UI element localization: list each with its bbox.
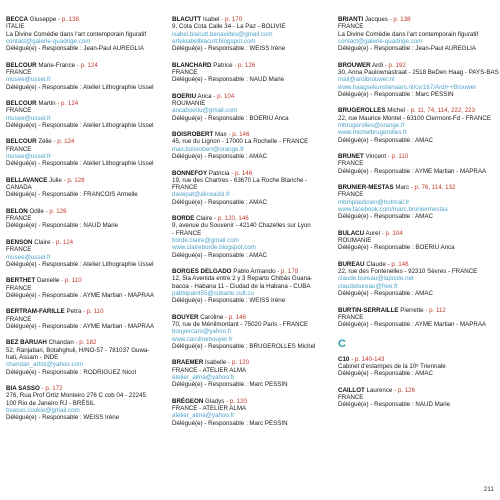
- entry-delegate: Délégué(e) - Responsable : BRUGEROLLES Michel: [172, 343, 316, 350]
- entry-detail: bacoa - Habana 11 - Ciudad de la Habana - CUBA: [172, 282, 311, 290]
- contact-link[interactable]: atelier_alma@yahoo.fr: [172, 374, 235, 382]
- artist-first-name: Julie: [49, 176, 62, 184]
- artist-name: BUREAU: [338, 260, 365, 268]
- entry-detail: FRANCE: [6, 246, 32, 254]
- entry-detail: - FRANCE: [172, 229, 202, 237]
- contact-link[interactable]: isabel.blacutt.benavides@gmail.com: [172, 30, 273, 38]
- contact-link[interactable]: musee@ussel.fr: [6, 114, 51, 122]
- entry-detail: ROUMANIE: [172, 100, 206, 108]
- entry-delegate: Délégué(e) - Responsable : Atelier Lithographie Ussel: [6, 121, 154, 129]
- page-reference: - p. 138: [387, 16, 411, 23]
- artist-entry: [6, 239, 166, 268]
- page-reference: - p. 182: [73, 339, 97, 347]
- entry-heading: [172, 93, 332, 100]
- page-reference: - p. 146: [223, 313, 246, 321]
- page-number: 211: [483, 486, 494, 493]
- section-entries: [338, 356, 498, 409]
- entry-detail: 22, rue Maurice Montel - 63100 Clermont-Fd - FRANCE: [338, 114, 492, 122]
- contact-link[interactable]: musee@ussel.fr: [6, 153, 51, 161]
- entry-detail: FRANCE: [338, 160, 364, 168]
- contact-link[interactable]: www.facebook.com/marc.bruniermestas: [338, 205, 448, 213]
- artist-name: BLANCHARD: [172, 61, 212, 69]
- entry-detail: FRANCE: [338, 393, 364, 401]
- artist-first-name: Pablo Armando: [233, 268, 276, 276]
- entry-heading: [6, 239, 166, 246]
- entry-heading: [6, 308, 166, 315]
- artist-name: BOERIU: [172, 92, 197, 100]
- artist-first-name: Aurel: [365, 229, 380, 237]
- entry-heading: [338, 16, 498, 23]
- contact-link[interactable]: atelier_alma@yahoo.fr: [172, 412, 235, 420]
- artist-name: BRUNET: [338, 153, 364, 161]
- artist-first-name: Anca: [197, 92, 212, 100]
- artist-entry: [338, 62, 498, 98]
- artist-entry: [172, 215, 332, 259]
- artist-entry: [172, 314, 332, 350]
- entry-heading: [338, 387, 498, 394]
- artist-entry: [6, 100, 166, 129]
- artist-first-name: Isabelle: [205, 359, 227, 367]
- page-reference: - p. 124: [75, 61, 98, 69]
- contact-link[interactable]: artelsabelblacutt.blogspot.com: [172, 37, 256, 45]
- entry-detail: Délégué(e) - Responsable : NAUD Marie: [6, 222, 119, 230]
- entry-delegate: Délégué(e) - Responsable : Atelier Lithographie Ussel: [6, 260, 154, 268]
- contact-link[interactable]: chandan_artist@yahoo.com: [6, 361, 84, 369]
- artist-first-name: Patricia: [208, 169, 230, 177]
- artist-first-name: Patrice: [213, 61, 233, 69]
- artist-name: BOISROBERT: [172, 131, 214, 139]
- artist-entry: [6, 16, 166, 52]
- entry-detail: ROUMANIE: [338, 237, 372, 245]
- artist-name: BRUGEROLLES: [338, 107, 386, 115]
- artist-name: BRAEMER: [172, 359, 204, 367]
- artist-entry: [172, 16, 332, 52]
- artist-entry: [338, 307, 498, 329]
- contact-link[interactable]: musee@ussel.fr: [6, 76, 51, 84]
- artist-entry: [338, 107, 498, 143]
- page-reference: - p. 104: [211, 92, 235, 100]
- artist-entry: [338, 387, 498, 409]
- entry-detail: FRANCE: [338, 191, 364, 199]
- artist-first-name: Claire: [196, 215, 213, 223]
- entry-delegate: Délégué(e) - Responsable : AMAC: [172, 153, 267, 161]
- artist-entry: [6, 138, 166, 167]
- entry-delegate: Délégué(e) - Responsable : Atelier Lithographie Ussel: [6, 83, 154, 91]
- artist-name: BORGES DELGADO: [172, 268, 232, 276]
- artist-entry: [338, 16, 498, 52]
- page-reference: - p. 110: [386, 153, 409, 161]
- artist-entry: [338, 184, 498, 220]
- artist-entry: [172, 398, 332, 427]
- page-reference: - p. 178: [275, 268, 299, 276]
- entry-detail: FRANCE: [6, 68, 32, 76]
- artist-name: C10: [338, 355, 350, 363]
- entry-heading: [338, 356, 498, 363]
- column-2: [172, 16, 332, 436]
- artist-entry: [172, 268, 332, 304]
- section-letter: C: [338, 337, 346, 350]
- artist-first-name: Marc: [395, 184, 410, 192]
- artist-entry: [6, 385, 166, 421]
- artist-name: CAILLOT: [338, 386, 365, 394]
- entry-delegate: Délégué(e) - Responsable : Marc PESSIN: [172, 381, 288, 389]
- entry-detail: Délégué(e) - Responsable : NAUD Marie: [172, 76, 285, 84]
- artist-name: BURTIN-SERRAILLE: [338, 306, 399, 314]
- artist-first-name: Ardi: [372, 61, 384, 69]
- artist-entry: [6, 208, 166, 230]
- entry-detail: FRANCE: [6, 145, 32, 153]
- entry-detail: Délégué(e) - Responsable : AYME Martian - MAPRAA: [6, 291, 155, 299]
- entry-detail: FRANCE: [338, 313, 364, 321]
- entry-delegate: Délégué(e) - Responsable : AMAC: [172, 198, 267, 206]
- artist-first-name: Chandan: [48, 339, 74, 347]
- artist-entry: [172, 93, 332, 122]
- entry-delegate: Délégué(e) - Responsable : Jean-Paul AUREGLIA: [338, 45, 476, 53]
- artist-first-name: Caroline: [200, 313, 224, 321]
- entry-detail: Délégué(e) - Responsable : AYME Martian - MAPRAA: [338, 167, 487, 175]
- artist-first-name: Max: [215, 131, 227, 139]
- entry-detail: 100 Rio de Janeiro RJ - BRÉSIL: [6, 399, 95, 407]
- page-reference: - p. 172: [41, 385, 63, 393]
- page-reference: - p. 126: [392, 386, 416, 394]
- artist-entry: [338, 356, 498, 378]
- artist-name: BECCA: [6, 16, 29, 23]
- entry-heading: [172, 398, 332, 405]
- artist-name: BERTRAM-FARILLE: [6, 308, 65, 316]
- page-reference: - p. 138: [56, 16, 79, 23]
- page-reference: - p. 126: [232, 61, 256, 69]
- contact-link[interactable]: contact@galerie-quadrige.com: [6, 37, 91, 45]
- artist-first-name: Zélie: [38, 138, 52, 146]
- page-reference: - p. 11, 74, 114, 222, 223: [405, 107, 476, 115]
- entry-detail: 45, rue du Lignon - 17000 La Rochelle - FRANCE: [172, 138, 309, 146]
- contact-link[interactable]: bouyercaro@yahoo.fr: [172, 328, 232, 336]
- entry-detail: hati, Assam - INDE: [6, 354, 59, 362]
- entry-detail: FRANCE - ATELIER ALMA: [172, 366, 247, 374]
- artist-entry: [6, 177, 166, 199]
- entry-detail: ITALIE: [6, 23, 25, 31]
- artist-first-name: Jacques: [364, 16, 388, 23]
- artist-name: BELLAVANCE: [6, 176, 48, 184]
- entry-heading: [338, 261, 498, 268]
- entry-heading: [338, 107, 498, 114]
- artist-first-name: Martin: [38, 100, 56, 108]
- artist-first-name: Claire: [34, 238, 51, 246]
- artist-entry: [172, 62, 332, 84]
- entry-detail: Délégué(e) - Responsable : FRANCOIS Armelle: [6, 191, 138, 199]
- artist-name: BERTHET: [6, 277, 36, 285]
- contact-link[interactable]: claude.bureau@laposte.net: [338, 275, 414, 283]
- artist-first-name: Marie-France: [38, 61, 76, 69]
- artist-name: BULACU: [338, 229, 365, 237]
- artist-first-name: Michel: [387, 107, 406, 115]
- artist-name: BRÉGEON: [172, 397, 204, 405]
- artist-name: BOUYER: [172, 313, 199, 321]
- artist-name: BONNEFOY: [172, 169, 208, 177]
- artist-name: BENSON: [6, 238, 33, 246]
- artist-first-name: Odile: [29, 207, 44, 215]
- entry-heading: [6, 339, 166, 346]
- artist-entry: [338, 261, 498, 297]
- entry-delegate: Délégué(e) - Responsable : Jean-Paul AUREGLIA: [6, 45, 144, 53]
- artist-entry: [172, 131, 332, 160]
- contact-link[interactable]: pablopaint55@cubarte.cult.cu: [172, 290, 254, 298]
- contact-link[interactable]: musee@ussel.fr: [6, 253, 51, 261]
- entry-detail: FRANCE: [6, 107, 32, 115]
- artist-first-name: Claude: [366, 260, 386, 268]
- contact-link[interactable]: mbrugerolles@orange.fr: [338, 121, 405, 129]
- contact-link[interactable]: www.michelbrugerolles.fr: [338, 129, 407, 137]
- entry-delegate: Délégué(e) - Responsable : WEISS Irène: [6, 414, 120, 422]
- entry-detail: FRANCE: [172, 68, 198, 76]
- entry-detail: Délégué(e) - Responsable : BOERIU Anca: [338, 244, 455, 252]
- entry-delegate: Délégué(e) - Responsable : WEISS Irène: [172, 45, 286, 53]
- entry-detail: Délégué(e) - Responsable : AMAC: [338, 370, 433, 378]
- entry-detail: 22, rue des Fontenelles - 92310 Sèvres - FRANCE: [338, 268, 478, 276]
- contact-link[interactable]: max.boisrobert@orange.fr: [172, 145, 244, 153]
- page-reference: - p. 120: [226, 359, 250, 367]
- page-reference: - p. 146: [226, 131, 250, 139]
- entry-heading: [172, 131, 332, 138]
- artist-name: BELCOUR: [6, 138, 37, 146]
- entry-heading: [6, 208, 166, 215]
- contact-link[interactable]: borde.claire@gmail.com: [172, 237, 239, 245]
- entry-detail: 52, Ranjabari, Botahghuli, H/NO-57 - 781037 Guwa-: [6, 346, 150, 354]
- entry-heading: [172, 268, 332, 275]
- entry-delegate: Délégué(e) - Responsable : Marc PESSIN: [338, 90, 454, 98]
- entry-delegate: Délégué(e) - Responsable : RODRIGUEZ Nicol: [6, 368, 136, 376]
- contact-link[interactable]: bsasso.cookie@gmail.com: [6, 407, 80, 415]
- artist-entry: [6, 308, 166, 330]
- entry-heading: [172, 314, 332, 321]
- artist-entry: [338, 230, 498, 252]
- page-reference: - p. 124: [55, 100, 79, 108]
- artist-first-name: Giuseppe: [29, 16, 57, 23]
- page-reference: - p. 140-143: [351, 355, 385, 363]
- entry-heading: [6, 100, 166, 107]
- entry-detail: FRANCE: [6, 315, 32, 323]
- entry-delegate: Délégué(e) - Responsable : AMAC: [338, 290, 433, 298]
- entry-detail: 19, rue des Chartres - 63670 La Roche Blanche -: [172, 176, 308, 184]
- entry-heading: [172, 215, 332, 222]
- page-reference: - p. 124: [50, 238, 74, 246]
- artist-name: BELCOUR: [6, 100, 37, 108]
- entry-detail: La Divine Comédie dans l'art contemporain figuratif: [338, 30, 479, 38]
- entry-heading: [338, 230, 498, 237]
- artist-entry: [6, 339, 166, 375]
- entry-delegate: Délégué(e) - Responsable : AMAC: [338, 213, 433, 221]
- artist-first-name: Vincent: [365, 153, 387, 161]
- entry-delegate: Délégué(e) - Responsable : WEISS Irène: [172, 297, 286, 305]
- entry-detail: Délégué(e) - Responsable : AYME Martian - MAPRAA: [6, 323, 155, 330]
- artist-name: BEZ BARUAH: [6, 339, 47, 347]
- column-3: [338, 16, 498, 418]
- page-reference: - p. 170: [219, 16, 243, 23]
- entry-heading: [172, 170, 332, 177]
- section-c: [338, 338, 498, 409]
- contact-link[interactable]: www.claireborde.blogspot.com: [172, 244, 256, 252]
- entry-heading: [6, 138, 166, 145]
- artist-first-name: Isabel: [202, 16, 220, 23]
- entry-detail: FRANCE: [6, 284, 32, 292]
- page-reference: - p. 192: [383, 61, 406, 69]
- entry-detail: 9, Cota Cota Calle 34 - La Paz - BOLIVIE: [172, 23, 286, 31]
- entry-delegate: Délégué(e) - Responsable : Marc PESSIN: [172, 419, 288, 427]
- page-reference: - p. 148: [385, 260, 409, 268]
- contact-link[interactable]: contact@galerie-quadrige.com: [338, 37, 423, 45]
- artist-first-name: Gladys: [205, 397, 225, 405]
- entry-heading: [172, 359, 332, 366]
- page-reference: - p. 110: [59, 277, 82, 285]
- page-reference: - p. 146: [229, 169, 253, 177]
- entry-heading: [338, 62, 498, 69]
- entry-detail: 12, 5ta Avenida entre 2 y 3 Reparto Chibás Guana-: [172, 275, 313, 283]
- entry-heading: [6, 277, 166, 284]
- artist-name: BELON: [6, 207, 28, 215]
- entry-detail: 9, avenue du Souvenir - 42140 Chazelles sur Lyon: [172, 222, 311, 230]
- page-reference: - p. 110: [81, 308, 104, 316]
- page-reference: - p. 112: [423, 306, 446, 314]
- page-reference: - p. 120, 146: [212, 215, 249, 223]
- column-1: [6, 16, 166, 431]
- entry-detail: 30, Anna Paulownastraat - 2518 BeDen Haag - PAYS-BAS: [338, 68, 499, 76]
- artist-name: BORDE: [172, 215, 195, 223]
- page-reference: - p. 128: [61, 176, 85, 184]
- artist-entry: [172, 359, 332, 388]
- contact-link[interactable]: ancaboeriu@gmail.com: [172, 107, 238, 115]
- contact-link[interactable]: www.haagsekunstenaars.nl/cv/167/Ardi++Brouwer: [338, 83, 477, 91]
- artist-name: BELCOUR: [6, 61, 37, 69]
- page-reference: - p. 104: [379, 229, 403, 237]
- artist-name: BRIANTI: [338, 16, 364, 23]
- artist-first-name: Pierrette: [400, 306, 424, 314]
- artist-first-name: Laurence: [366, 386, 393, 394]
- entry-delegate: Délégué(e) - Responsable : AMAC: [172, 251, 267, 259]
- artist-name: BROUWER: [338, 61, 371, 69]
- page-reference: - p. 120: [224, 397, 247, 405]
- artist-first-name: Petra: [66, 308, 82, 316]
- entry-detail: 70, rue de Ménilmontant - 75020 Paris - FRANCE: [172, 321, 309, 329]
- entry-delegate: Délégué(e) - Responsable : AMAC: [338, 136, 433, 144]
- entry-detail: FRANCE: [6, 215, 32, 223]
- entry-heading: [338, 184, 498, 191]
- artist-first-name: Danielle: [36, 277, 60, 285]
- artist-entry: [6, 62, 166, 91]
- contact-link[interactable]: www.carolinebouyer.fr: [172, 335, 233, 343]
- entry-detail: La Divine Comédie dans l'art contemporain figuratif: [6, 30, 147, 38]
- entry-detail: CANADA: [6, 184, 32, 192]
- contact-link[interactable]: mbmplasticien@hotmail.fr: [338, 198, 410, 206]
- artist-name: BRUNIER-MESTAS: [338, 184, 394, 192]
- entry-heading: [338, 307, 498, 314]
- entry-detail: FRANCE: [338, 23, 364, 31]
- entry-heading: [6, 16, 166, 23]
- entry-detail: 276, Rua Prof Ortiz Monteiro 276 C cob 04 - 22245: [6, 392, 146, 400]
- artist-entry: [172, 170, 332, 206]
- entry-heading: [6, 177, 166, 184]
- entry-heading: [338, 153, 498, 160]
- entry-heading: [6, 385, 166, 392]
- entry-detail: Délégué(e) - Responsable : NAUD Marie: [338, 401, 451, 409]
- entry-delegate: Délégué(e) - Responsable : BOERIU Anca: [172, 114, 289, 122]
- entry-detail: Cabinet d'estampes de la 10ᵉ Triennale: [338, 362, 446, 370]
- entry-heading: [172, 62, 332, 69]
- entry-detail: FRANCE: [172, 184, 198, 192]
- contact-link[interactable]: claudebureau@free.fr: [338, 282, 398, 290]
- contact-link[interactable]: davepat@aliceadsl.fr: [172, 191, 230, 199]
- contact-link[interactable]: mail@ardibrouwer.nl: [338, 76, 395, 84]
- page-reference: - p. 124: [51, 138, 75, 146]
- entry-heading: [172, 16, 332, 23]
- entry-detail: FRANCE - ATELIER ALMA: [172, 405, 247, 413]
- page-reference: - p. 76, 114, 132: [409, 184, 456, 192]
- entry-detail: Délégué(e) - Responsable : AYME Martian - MAPRAA: [338, 321, 487, 329]
- artist-entry: [6, 277, 166, 299]
- artist-name: BIA SASSO: [6, 385, 40, 393]
- artist-entry: [338, 153, 498, 175]
- entry-heading: [6, 62, 166, 69]
- entry-delegate: Délégué(e) - Responsable : Atelier Lithographie Ussel: [6, 160, 154, 168]
- artist-name: BLACUTT: [172, 16, 202, 23]
- page-reference: - p. 126: [43, 207, 67, 215]
